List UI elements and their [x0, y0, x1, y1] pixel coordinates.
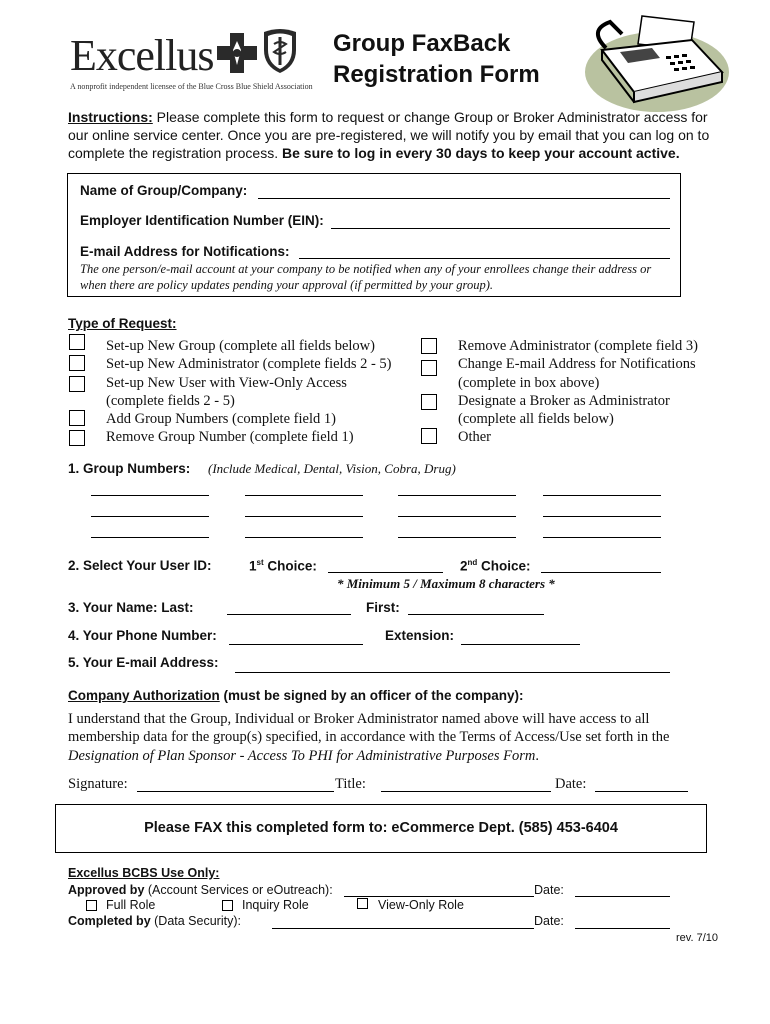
- checkbox-remove-administrator[interactable]: [421, 338, 437, 354]
- first-choice-number: 1: [249, 558, 257, 574]
- fax-instructions-box: Please FAX this completed form to: eCommerce Dept. (585) 453-6404: [55, 804, 707, 853]
- signature-field[interactable]: [137, 791, 334, 792]
- option-setup-new-administrator: Set-up New Administrator (complete fields 2 - 5): [106, 356, 392, 373]
- group-number-field[interactable]: [91, 495, 209, 496]
- option-remove-group-number: Remove Group Number (complete field 1): [106, 429, 354, 446]
- checkbox-setup-view-only-user[interactable]: [69, 376, 85, 392]
- authorization-heading: [68, 688, 524, 703]
- approved-by-text: Approved by: [68, 883, 145, 897]
- title-label: Title:: [335, 776, 366, 792]
- first-choice-text: Choice:: [263, 558, 317, 574]
- checkbox-designate-broker[interactable]: [421, 394, 437, 410]
- second-choice-label: [460, 558, 531, 574]
- signature-label: Signature:: [68, 776, 128, 792]
- view-only-role-label: View-Only Role: [378, 898, 464, 912]
- option-other: Other: [458, 429, 492, 446]
- completed-by-label: [68, 914, 241, 928]
- authorization-heading-note: (must be signed by an officer of the company):: [219, 688, 524, 703]
- group-number-field[interactable]: [91, 537, 209, 538]
- last-name-field[interactable]: [227, 614, 351, 615]
- company-name-label: Name of Group/Company:: [80, 183, 248, 198]
- extension-label: Extension:: [385, 628, 455, 643]
- authorization-date-label: Date:: [555, 776, 587, 792]
- blue-cross-logo-icon: [216, 32, 258, 74]
- first-name-field[interactable]: [408, 614, 544, 615]
- authorization-end: .: [535, 747, 539, 764]
- ein-field[interactable]: [331, 228, 670, 229]
- checkbox-add-group-numbers[interactable]: [69, 410, 85, 426]
- checkbox-inquiry-role[interactable]: [222, 900, 233, 911]
- second-choice-suffix: nd: [467, 558, 478, 567]
- ein-label: Employer Identification Number (EIN):: [80, 213, 324, 228]
- request-options-right: [458, 337, 698, 447]
- first-name-label: First:: [366, 600, 400, 615]
- notification-email-label: E-mail Address for Notifications:: [80, 244, 290, 259]
- approved-date-field[interactable]: [575, 896, 670, 897]
- name-label: 3. Your Name: Last:: [68, 600, 194, 615]
- user-id-length-note: * Minimum 5 / Maximum 8 characters *: [337, 576, 555, 591]
- authorization-heading-label: Company Authorization: [68, 688, 220, 703]
- email-field[interactable]: [235, 672, 670, 673]
- checkbox-other[interactable]: [421, 428, 437, 444]
- completed-by-text: Completed by: [68, 914, 151, 928]
- checkbox-setup-new-group[interactable]: [69, 334, 85, 350]
- title-field[interactable]: [381, 791, 551, 792]
- phone-field[interactable]: [229, 644, 363, 645]
- approved-by-field[interactable]: [344, 896, 534, 897]
- group-number-field[interactable]: [245, 495, 363, 496]
- option-change-notification-email-note: (complete in box above): [458, 374, 600, 391]
- group-number-field[interactable]: [543, 495, 661, 496]
- completed-date-field[interactable]: [575, 928, 670, 929]
- group-number-field[interactable]: [245, 537, 363, 538]
- licensee-note: A nonprofit independent licensee of the Blue Cross Blue Shield Association: [70, 82, 313, 91]
- group-number-field[interactable]: [398, 516, 516, 517]
- completed-date-label: Date:: [534, 914, 564, 928]
- option-change-notification-email: Change E-mail Address for Notifications: [458, 356, 696, 373]
- authorization-form-name: Designation of Plan Sponsor - Access To PHI for Administrative Purposes Form: [68, 747, 536, 764]
- approved-by-label: [68, 883, 333, 897]
- second-choice-field[interactable]: [541, 572, 661, 573]
- option-designate-broker-note: (complete all fields below): [458, 411, 614, 428]
- instructions-label: Instructions:: [68, 109, 153, 125]
- checkbox-setup-new-administrator[interactable]: [69, 355, 85, 371]
- extension-field[interactable]: [461, 644, 580, 645]
- company-name-field[interactable]: [258, 198, 670, 199]
- group-numbers-note: (Include Medical, Dental, Vision, Cobra, Drug): [208, 461, 456, 476]
- instructions-text: Please complete this form to request or change Group or Broker Administrator access for our online service center. Once you are pre-registered, we will notify you by email that you can log on to complete the registration process.: [68, 109, 710, 161]
- group-number-field[interactable]: [398, 495, 516, 496]
- authorization-body: I understand that the Group, Individual or Broker Administrator named above will have access to all membership data for the group(s) specified, in accordance with the Terms of Access/Use set forth in the: [68, 711, 670, 746]
- option-designate-broker: Designate a Broker as Administrator: [458, 392, 670, 409]
- group-number-field[interactable]: [91, 516, 209, 517]
- blue-shield-logo-icon: [262, 28, 298, 74]
- authorization-text: [68, 710, 708, 765]
- group-numbers-label: 1. Group Numbers:: [68, 461, 191, 476]
- option-remove-administrator: Remove Administrator (complete field 3): [458, 338, 698, 354]
- option-setup-view-only-user-note: (complete fields 2 - 5): [106, 392, 235, 409]
- second-choice-text: Choice:: [477, 558, 531, 574]
- inquiry-role-label: Inquiry Role: [242, 898, 309, 912]
- approved-date-label: Date:: [534, 883, 564, 897]
- completed-by-note: (Data Security):: [150, 914, 241, 928]
- instructions: [68, 108, 718, 162]
- option-add-group-numbers: Add Group Numbers (complete field 1): [106, 411, 336, 428]
- request-type-heading: Type of Request:: [68, 316, 177, 331]
- first-choice-label: [249, 558, 317, 574]
- user-id-label: 2. Select Your User ID:: [68, 558, 212, 573]
- first-choice-suffix: st: [256, 558, 264, 567]
- email-label: 5. Your E-mail Address:: [68, 655, 219, 670]
- full-role-label: Full Role: [106, 898, 156, 912]
- title-line-1: Group FaxBack: [333, 30, 511, 57]
- checkbox-change-notification-email[interactable]: [421, 360, 437, 376]
- group-number-field[interactable]: [543, 516, 661, 517]
- checkbox-full-role[interactable]: [86, 900, 97, 911]
- option-setup-new-group: Set-up New Group (complete all fields below): [106, 338, 375, 354]
- fax-machine-icon: [582, 10, 732, 115]
- completed-by-field[interactable]: [272, 928, 534, 929]
- group-number-field[interactable]: [398, 537, 516, 538]
- page-title: [333, 28, 540, 90]
- instructions-bold-text: Be sure to log in every 30 days to keep your account active.: [282, 145, 680, 161]
- brand-logo-text: Excellus: [70, 31, 214, 80]
- internal-use-heading: Excellus BCBS Use Only:: [68, 866, 220, 880]
- notification-email-note: The one person/e-mail account at your company to be notified when any of your enrollees change their address or when there are policy updates pending your approval (if permitted by your group).: [80, 262, 652, 292]
- phone-label: 4. Your Phone Number:: [68, 628, 217, 643]
- option-setup-view-only-user: Set-up New User with View-Only Access: [106, 374, 347, 391]
- checkbox-view-only-role[interactable]: [357, 898, 368, 909]
- first-choice-field[interactable]: [328, 572, 443, 573]
- second-choice-number: 2: [460, 558, 468, 574]
- notification-email-field[interactable]: [299, 258, 670, 259]
- request-options-left: [106, 337, 392, 447]
- group-number-field[interactable]: [543, 537, 661, 538]
- group-number-field[interactable]: [245, 516, 363, 517]
- checkbox-remove-group-number[interactable]: [69, 430, 85, 446]
- revision-label: rev. 7/10: [676, 932, 718, 944]
- title-line-2: Registration Form: [333, 61, 540, 88]
- authorization-date-field[interactable]: [595, 791, 688, 792]
- approved-by-note: (Account Services or eOutreach):: [144, 883, 333, 897]
